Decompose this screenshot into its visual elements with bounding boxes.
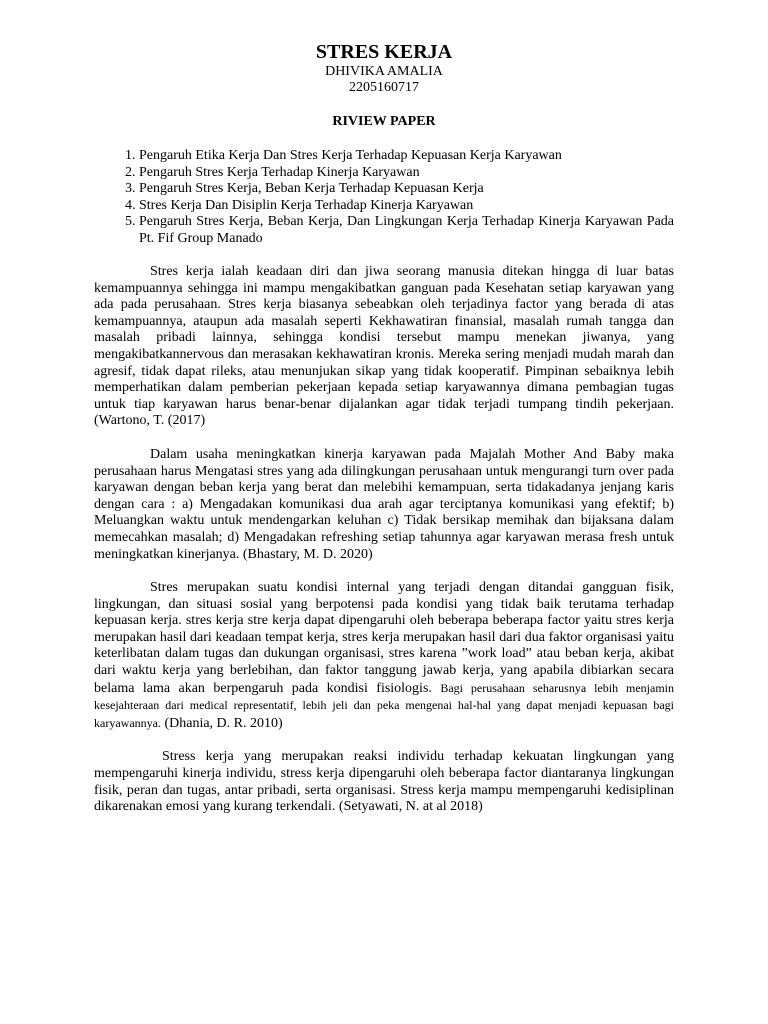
reference-item: 3. Pengaruh Stres Kerja, Beban Kerja Terhadap Kepuasan Kerja [139, 181, 674, 198]
reference-list [94, 148, 674, 247]
student-id: 2205160717 [349, 80, 419, 95]
document-subtitle: RIVIEW PAPER [332, 114, 436, 129]
paragraph-2: Dalam usaha meningkatkan kinerja karyawan pada Majalah Mother And Baby maka perusahaan harus Mengatasi stres yang ada dilingkungan perusahaan untuk mengurangi turn over pada karyawan dengan beban kerja yang berat dan melebihi kemampuan, serta tidakadanya jenjang karis dengan cara : a) Mengadakan komunikasi dua arah agar terciptanya komunikasi yang efektif; b) Meluangkan waktu untuk mendengarkan keluhan c) Tidak bersikap memihak dan bijaksana dalam memecahkan masalah; d) Mengadakan refreshing setiap tahunnya agar karyawan merasa fresh untuk meningkatkan kinerjanya. (Bhastary, M. D. 2020) [94, 446, 674, 562]
paragraph-4: Stress kerja yang merupakan reaksi individu terhadap kekuatan lingkungan yang mempengaruhi kinerja individu, stress kerja dipengaruhi oleh beberapa factor diantaranya lingkungan fisik, peran dan tugas, antar pribadi, serta organisasi. Stress kerja mampu mempengaruhi kedisiplinan dikarenakan emosi yang kurang terkendali. (Setyawati, N. at al 2018) [94, 749, 674, 815]
paragraph-3-main: Stres merupakan suatu kondisi internal yang terjadi dengan ditandai gangguan fisik, lingkungan, dan situasi sosial yang berpotensi pada kondisi yang tidak baik terutama terhadap kepuasan kerja. stres kerja stre kerja dapat dipengaruhi oleh beberapa beberapa factor yaitu stres kerja merupakan hasil dari keadaan tempat kerja, stres kerja merupakan hasil dari dua faktor organisasi yaitu keterlibatan dalam tugas dan dukungan organisasi, stres karena ”work load” atau beban kerja, akibat dari waktu kerja yang berlebihan, dan faktor tanggung jawab kerja, yang apabila dibiarkan secara belama lama akan berpengaruh pada kondisi fisiologis. [94, 580, 674, 696]
document-page [94, 40, 674, 816]
reference-item: 4. Stres Kerja Dan Disiplin Kerja Terhadap Kinerja Karyawan [139, 198, 674, 215]
reference-item: 5. Pengaruh Stres Kerja, Beban Kerja, Dan Lingkungan Kerja Terhadap Kinerja Karyawan Pada Pt. Fif Group Manado [139, 214, 674, 247]
reference-item: 1. Pengaruh Etika Kerja Dan Stres Kerja Terhadap Kepuasan Kerja Karyawan [139, 148, 674, 165]
reference-item: 2. Pengaruh Stres Kerja Terhadap Kinerja Karyawan [139, 165, 674, 182]
paragraph-3-small-text: Bagi perusahaan seharusnya lebih menjamin kesejahteraan dari medical representatif, lebih jeli dan peka mengenai hal-hal yang dapat menjadi kepuasan bagi karyawannya. [94, 680, 674, 730]
author-name: DHIVIKA AMALIA [325, 64, 443, 79]
paragraph-3-citation: (Dhania, D. R. 2010) [160, 715, 283, 731]
paragraph-1: Stres kerja ialah keadaan diri dan jiwa seorang manusia ditekan hingga di luar batas kemampuannya sehingga ini mampu mengakibatkan ganguan pada Kesehatan setiap karyawan yang ada pada perusahaan. Stres kerja biasanya sebeabkan oleh terjadinya factor yang berada di atas kemampuannya, ataupun ada masalah seperti Kekhawatiran finansial, masalah rumah tangga dan masalah pribadi lainnya, sehingga kondisi tersebut mampu menekan jiwanya, yang mengakibatkannervous dan merasakan kekhawatiran kronis. Mereka sering menjadi mudah marah dan agresif, tidak dapat rileks, atau menunjukan sikap yang tidak kooperatif. Pimpinan sebaiknya lebih memperhatikan dalam pemberian pekerjaan kepada setiap karyawannya dimana pembagian tugas untuk tiap karyawan harus benar-benar dijalankan agar tidak terjadi tumpang tindih pekerjaan. (Wartono, T. (2017) [94, 264, 674, 429]
document-title: STRES KERJA [315, 41, 453, 63]
paragraph-3 [94, 580, 674, 732]
